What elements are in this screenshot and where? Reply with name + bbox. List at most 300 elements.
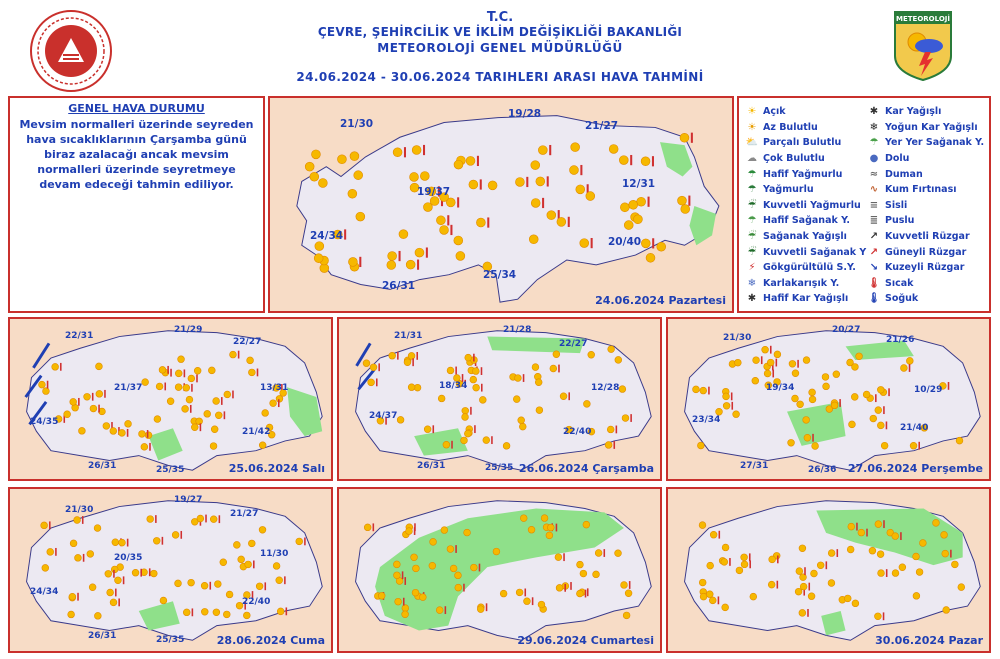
temp-label: 20/40 bbox=[608, 236, 642, 248]
sun-icon bbox=[680, 133, 693, 143]
sun-icon bbox=[916, 569, 923, 576]
temp-label: 13/31 bbox=[260, 383, 289, 393]
sun-icon bbox=[900, 364, 910, 372]
sun-icon bbox=[94, 612, 101, 619]
sun-icon bbox=[700, 387, 710, 395]
sun-icon bbox=[363, 360, 370, 367]
legend-item-label: Yer Yer Sağanak Y. bbox=[885, 137, 985, 149]
sun-icon bbox=[788, 439, 795, 446]
temp-label: 26/31 bbox=[88, 461, 117, 471]
cold-icon: 🌡 bbox=[867, 293, 881, 305]
sun-icon bbox=[147, 515, 157, 523]
sun-icon bbox=[314, 254, 323, 263]
sun-icon bbox=[412, 589, 419, 596]
legend-item-label: Sağanak Yağışlı bbox=[763, 231, 847, 243]
sun-icon bbox=[204, 410, 211, 417]
sun-icon bbox=[723, 392, 733, 400]
temp-label: 21/28 bbox=[503, 325, 532, 335]
sun-icon bbox=[412, 565, 419, 572]
sun-icon bbox=[877, 421, 887, 429]
sun-icon bbox=[213, 397, 223, 405]
sun-icon bbox=[220, 559, 227, 566]
sun-icon bbox=[553, 351, 560, 358]
sun-icon bbox=[852, 364, 859, 371]
general-weather-panel bbox=[8, 96, 265, 313]
sun-icon bbox=[69, 593, 79, 601]
sun-icon bbox=[637, 197, 650, 207]
sun-icon bbox=[213, 609, 220, 616]
map-date-label: 29.06.2024 Cumartesi bbox=[517, 634, 654, 647]
sun-icon bbox=[470, 564, 480, 572]
sun-icon bbox=[447, 367, 457, 375]
sun-icon bbox=[535, 379, 542, 386]
sun-icon bbox=[74, 516, 84, 524]
sun-icon bbox=[750, 593, 757, 600]
sun-icon bbox=[415, 247, 428, 257]
sun-icon bbox=[248, 369, 258, 377]
sun-icon bbox=[411, 554, 418, 561]
temp-label: 21/29 bbox=[174, 325, 203, 335]
legend-panel bbox=[737, 96, 991, 313]
sun-icon bbox=[556, 584, 566, 592]
legend-item bbox=[745, 291, 866, 307]
sun-icon bbox=[404, 358, 414, 366]
sun-icon bbox=[615, 550, 622, 557]
sun-icon bbox=[856, 353, 863, 360]
sun-icon bbox=[619, 155, 632, 165]
sun-icon bbox=[476, 217, 489, 227]
sun-icon bbox=[518, 417, 525, 424]
light-snow-icon: ✱ bbox=[747, 293, 757, 305]
sun-icon bbox=[119, 539, 129, 547]
sun-icon bbox=[64, 411, 71, 418]
sun-icon bbox=[593, 571, 600, 578]
sun-icon bbox=[875, 520, 885, 528]
sun-icon bbox=[710, 531, 720, 539]
temp-label: 11/30 bbox=[260, 549, 289, 559]
ministry-logo bbox=[30, 10, 112, 92]
temp-label: 21/30 bbox=[723, 333, 752, 343]
sun-icon bbox=[799, 545, 806, 552]
sun-icon bbox=[870, 415, 877, 422]
sun-icon bbox=[741, 553, 751, 561]
sun-icon bbox=[132, 569, 142, 577]
sun-icon bbox=[337, 155, 346, 164]
sun-icon bbox=[259, 526, 266, 533]
sun-icon bbox=[706, 591, 713, 598]
sun-icon bbox=[619, 386, 626, 393]
temp-label: 19/34 bbox=[766, 383, 795, 393]
legend-item-label: Kum Fırtınası bbox=[885, 184, 957, 196]
sun-icon bbox=[851, 393, 858, 400]
sun-icon bbox=[741, 560, 751, 568]
sun-icon bbox=[874, 612, 884, 620]
sun-icon bbox=[440, 225, 453, 235]
sun-icon bbox=[919, 540, 926, 547]
sun-icon bbox=[394, 571, 404, 579]
sun-icon bbox=[194, 367, 201, 374]
sun-icon bbox=[823, 383, 830, 390]
legend-item bbox=[867, 182, 984, 198]
sun-icon bbox=[378, 592, 385, 599]
sun-icon bbox=[215, 411, 225, 419]
local-shower-icon: ☂ bbox=[869, 137, 879, 149]
temp-label: 20/27 bbox=[832, 325, 861, 335]
sun-icon bbox=[479, 396, 486, 403]
temp-label: 12/31 bbox=[622, 178, 656, 190]
sun-icon bbox=[629, 200, 638, 209]
meteoroloji-logo-text: METEOROLOJİ bbox=[896, 15, 950, 23]
sun-icon bbox=[256, 582, 266, 590]
sun-icon bbox=[75, 554, 85, 562]
sun-icon bbox=[875, 406, 885, 414]
sun-icon bbox=[524, 597, 534, 605]
sun-icon bbox=[315, 242, 324, 251]
turkey-land bbox=[356, 331, 652, 471]
sun-icon bbox=[488, 181, 497, 190]
sun-icon bbox=[410, 172, 419, 181]
sun-icon bbox=[142, 379, 149, 386]
legend-item-label: Parçalı Bulutlu bbox=[763, 137, 842, 149]
sun-icon bbox=[515, 177, 528, 187]
sun-icon bbox=[877, 386, 884, 393]
map-day-5 bbox=[8, 487, 333, 653]
legend-item-label: Kar Yağışlı bbox=[885, 106, 942, 118]
sun-icon bbox=[356, 212, 365, 221]
legend-item bbox=[745, 120, 866, 136]
sun-icon bbox=[402, 605, 409, 612]
sun-icon bbox=[657, 242, 666, 251]
sun-icon bbox=[96, 390, 106, 398]
sun-icon bbox=[913, 553, 920, 560]
sun-icon bbox=[115, 576, 125, 584]
sun-icon bbox=[397, 416, 404, 423]
sun-icon bbox=[473, 384, 483, 392]
sun-icon bbox=[41, 521, 51, 529]
sun-icon bbox=[110, 427, 120, 435]
sun-icon bbox=[438, 395, 445, 402]
map-date-label: 27.06.2024 Perşembe bbox=[847, 462, 983, 475]
temp-label: 22/31 bbox=[65, 331, 94, 341]
sun-icon bbox=[483, 436, 493, 444]
sun-icon bbox=[493, 548, 500, 555]
sun-icon bbox=[247, 357, 254, 364]
legend-item-label: Kuvvetli Sağanak Y bbox=[763, 246, 867, 258]
sun-icon bbox=[943, 607, 950, 614]
sun-icon bbox=[800, 583, 810, 591]
sun-icon bbox=[516, 589, 526, 597]
sun-icon bbox=[641, 156, 654, 166]
sun-icon bbox=[454, 160, 463, 169]
legend-item bbox=[745, 166, 866, 182]
sun-icon bbox=[803, 417, 810, 424]
temp-label: 27/31 bbox=[740, 461, 769, 471]
temp-label: 12/28 bbox=[591, 383, 620, 393]
sun-icon bbox=[39, 381, 49, 389]
sun-icon bbox=[831, 402, 838, 409]
legend-item bbox=[867, 291, 984, 307]
sun-icon bbox=[942, 550, 952, 558]
sun-icon bbox=[399, 230, 408, 239]
sun-icon bbox=[441, 527, 448, 534]
meteoroloji-logo bbox=[893, 10, 953, 82]
legend-item-label: Kuvvetli Yağmurlu bbox=[763, 199, 861, 211]
sun-icon bbox=[145, 432, 152, 439]
sun-icon bbox=[847, 546, 854, 553]
sun-icon bbox=[541, 515, 548, 522]
sun-icon bbox=[624, 221, 633, 230]
legend-item-label: Hafif Sağanak Y. bbox=[763, 215, 851, 227]
sun-icon bbox=[273, 563, 280, 570]
strong-wind-icon: ↗ bbox=[869, 231, 879, 243]
cloudy-icon: ☁ bbox=[747, 153, 757, 165]
sun-icon bbox=[270, 399, 280, 407]
legend-item bbox=[867, 198, 984, 214]
sun-icon bbox=[94, 525, 101, 532]
sun-icon bbox=[408, 384, 415, 391]
sun-icon bbox=[500, 590, 507, 597]
sun-icon bbox=[350, 152, 359, 161]
sun-icon bbox=[557, 217, 570, 227]
legend-column-right bbox=[867, 104, 984, 307]
sun-icon bbox=[536, 407, 543, 414]
legend-item-label: Hafif Yağmurlu bbox=[763, 168, 843, 180]
sun-icon bbox=[519, 423, 526, 430]
sun-icon bbox=[811, 570, 818, 577]
sun-icon bbox=[570, 165, 583, 175]
sun-icon bbox=[436, 606, 446, 614]
sun-icon bbox=[243, 612, 250, 619]
sun-icon bbox=[68, 611, 75, 618]
sun-icon bbox=[259, 442, 266, 449]
sun-icon bbox=[520, 515, 527, 522]
sun-icon bbox=[812, 443, 819, 450]
sun-icon bbox=[607, 426, 617, 434]
sun-icon bbox=[792, 395, 799, 402]
sun-icon bbox=[768, 581, 778, 589]
sun-icon bbox=[210, 515, 220, 523]
sun-icon bbox=[958, 584, 965, 591]
sun-icon bbox=[388, 251, 401, 261]
sun-icon bbox=[707, 562, 714, 569]
sun-icon bbox=[562, 582, 572, 590]
forecast-period-title: 24.06.2024 - 30.06.2024 TARIHLERI ARASI HAVA TAHMİNİ bbox=[296, 70, 704, 84]
sun-icon bbox=[450, 565, 457, 572]
sun-icon bbox=[583, 400, 590, 407]
sun-icon bbox=[154, 416, 161, 423]
legend-item bbox=[745, 244, 866, 260]
sun-icon bbox=[622, 414, 632, 422]
sun-icon bbox=[941, 531, 948, 538]
sun-icon bbox=[576, 590, 586, 598]
sun-icon bbox=[84, 393, 94, 401]
sun-icon bbox=[762, 346, 772, 354]
sun-icon bbox=[721, 558, 731, 566]
sun-icon bbox=[722, 544, 729, 551]
sun-icon bbox=[160, 597, 167, 604]
temp-label: 26/36 bbox=[808, 465, 837, 475]
legend-item-label: Puslu bbox=[885, 215, 915, 227]
legend-item bbox=[745, 135, 866, 151]
general-weather-title: GENEL HAVA DURUMU bbox=[68, 102, 205, 115]
sun-icon bbox=[406, 527, 416, 535]
sun-icon bbox=[208, 367, 215, 374]
sun-icon bbox=[528, 526, 535, 533]
header-line-2: ÇEVRE, ŞEHİRCİLİK VE İKLİM DEĞİŞİKLİĞİ BAKANLIĞI bbox=[317, 25, 683, 39]
sun-icon bbox=[248, 540, 255, 547]
sun-icon bbox=[429, 562, 436, 569]
sun-icon bbox=[368, 378, 378, 386]
sun-icon bbox=[913, 592, 920, 599]
sun-icon bbox=[550, 365, 560, 373]
sun-icon bbox=[817, 561, 827, 569]
sun-icon bbox=[892, 532, 902, 540]
sun-icon bbox=[245, 561, 255, 569]
map-day-7 bbox=[666, 487, 991, 653]
legend-item-label: Karlakarışık Y. bbox=[763, 277, 840, 289]
header-line-1: T.C. bbox=[486, 10, 514, 25]
sun-icon bbox=[464, 430, 471, 437]
sun-icon bbox=[182, 405, 192, 413]
light-shower-icon: ☂ bbox=[747, 215, 757, 227]
legend-item bbox=[745, 260, 866, 276]
sun-icon bbox=[615, 356, 622, 363]
sun-icon bbox=[799, 609, 809, 617]
sun-icon bbox=[863, 391, 870, 398]
sun-icon bbox=[586, 192, 595, 201]
legend-item bbox=[867, 244, 984, 260]
sun-icon bbox=[153, 537, 163, 545]
sun-icon bbox=[70, 398, 80, 406]
map-date-label: 30.06.2024 Pazar bbox=[875, 634, 983, 647]
sun-icon bbox=[577, 561, 584, 568]
sun-icon bbox=[402, 611, 409, 618]
temp-label: 19/37 bbox=[417, 186, 451, 198]
sun-icon bbox=[188, 579, 195, 586]
map-day-1 bbox=[268, 96, 734, 313]
legend-item-label: Soğuk bbox=[885, 293, 919, 305]
sun-icon bbox=[623, 612, 630, 619]
sun-icon bbox=[90, 405, 100, 413]
sun-icon bbox=[395, 598, 405, 606]
sun-icon bbox=[119, 429, 129, 437]
sun-icon bbox=[89, 584, 96, 591]
sun-icon bbox=[393, 147, 406, 157]
sun-icon bbox=[571, 143, 580, 152]
sun-icon bbox=[214, 581, 221, 588]
hail-icon: ● bbox=[869, 153, 879, 165]
sun-icon bbox=[609, 144, 618, 153]
temp-label: 24/34 bbox=[310, 230, 344, 242]
sun-icon bbox=[233, 541, 240, 548]
sun-icon bbox=[547, 524, 557, 532]
sun-icon bbox=[560, 392, 570, 400]
sun-icon bbox=[881, 442, 888, 449]
temp-label: 21/40 bbox=[900, 423, 929, 433]
sun-icon bbox=[956, 437, 963, 444]
map-day-4 bbox=[666, 317, 991, 481]
map-day-6 bbox=[337, 487, 662, 653]
sun-icon bbox=[809, 389, 816, 396]
legend-item-label: Güneyli Rüzgar bbox=[885, 246, 967, 258]
heavy-shower-icon: ☔ bbox=[747, 246, 757, 258]
sun-icon bbox=[844, 595, 851, 602]
sun-icon bbox=[197, 515, 207, 523]
sun-icon bbox=[201, 608, 208, 615]
sun-icon bbox=[125, 420, 132, 427]
sun-icon bbox=[833, 371, 840, 378]
sun-icon bbox=[769, 555, 779, 563]
sun-icon bbox=[424, 425, 434, 433]
sun-icon bbox=[370, 363, 380, 371]
sun-icon bbox=[722, 604, 729, 611]
sun-icon bbox=[105, 570, 115, 578]
light-rain-icon: ☂ bbox=[747, 168, 757, 180]
legend-item-label: Sıcak bbox=[885, 277, 914, 289]
sun-icon bbox=[804, 434, 814, 442]
sun-icon bbox=[43, 388, 50, 395]
sun-icon bbox=[469, 179, 482, 189]
sun-icon bbox=[454, 236, 463, 245]
sun-icon bbox=[464, 529, 471, 536]
legend-item-label: Çok Bulutlu bbox=[763, 153, 825, 165]
sun-icon bbox=[230, 351, 240, 359]
sun-icon bbox=[809, 396, 816, 403]
sun-icon bbox=[318, 179, 327, 188]
sun-icon bbox=[406, 260, 419, 270]
sun-icon bbox=[211, 426, 218, 433]
map-date-label: 24.06.2024 Pazartesi bbox=[595, 294, 726, 307]
sun-icon bbox=[858, 529, 868, 537]
sun-icon bbox=[276, 576, 286, 584]
sun-icon bbox=[588, 351, 595, 358]
sun-icon bbox=[107, 589, 117, 597]
header-line-3: METEOROLOJİ GENEL MÜDÜRLÜĞÜ bbox=[377, 41, 623, 55]
sun-icon bbox=[646, 253, 655, 262]
thunderstorm-icon: ⚡ bbox=[748, 262, 756, 274]
legend-item bbox=[867, 104, 984, 120]
sun-icon bbox=[141, 443, 151, 451]
legend-item bbox=[745, 213, 866, 229]
sun-icon bbox=[210, 443, 217, 450]
sun-icon bbox=[555, 553, 565, 561]
temp-label: 21/31 bbox=[394, 331, 423, 341]
sun-icon bbox=[529, 235, 538, 244]
legend-item bbox=[867, 229, 984, 245]
temp-label: 23/34 bbox=[692, 415, 721, 425]
sun-icon bbox=[420, 171, 429, 180]
sun-icon bbox=[580, 238, 593, 248]
sun-icon bbox=[78, 427, 85, 434]
heavy-rain-icon: ☔ bbox=[747, 199, 757, 211]
temp-label: 24/34 bbox=[30, 587, 59, 597]
sun-icon bbox=[822, 374, 829, 381]
legend-item bbox=[745, 182, 866, 198]
sun-icon bbox=[503, 442, 510, 449]
smoke-icon: ≈ bbox=[869, 168, 879, 180]
north-wind-icon: ↘ bbox=[869, 262, 879, 274]
sun-icon bbox=[139, 430, 149, 438]
legend-item bbox=[867, 260, 984, 276]
legend-item-label: Duman bbox=[885, 168, 923, 180]
legend-item-label: Sisli bbox=[885, 199, 908, 211]
temp-label: 18/34 bbox=[439, 381, 468, 391]
sun-icon bbox=[605, 441, 615, 449]
sun-icon bbox=[348, 257, 361, 267]
sun-icon bbox=[899, 564, 906, 571]
sun-icon bbox=[238, 556, 245, 563]
sun-icon bbox=[42, 564, 49, 571]
